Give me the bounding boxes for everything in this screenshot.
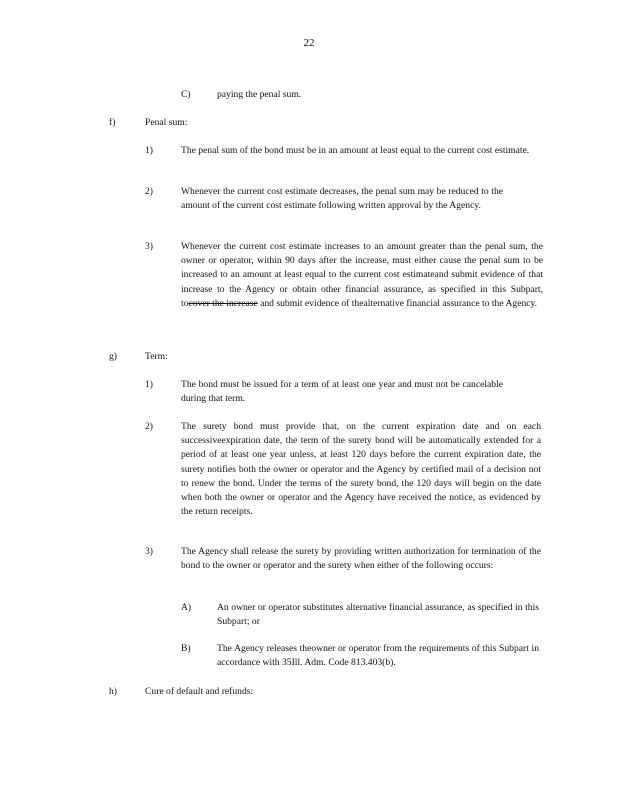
item-f2-label: 2) xyxy=(145,186,153,197)
item-c-text: paying the penal sum. xyxy=(217,89,302,100)
item-g2-label: 2) xyxy=(145,421,153,432)
section-h-heading: Cure of default and refunds: xyxy=(145,686,254,697)
item-f1-text: The penal sum of the bond must be in an amount at least equal to the current cost estimate. xyxy=(181,145,530,156)
item-g3-label: 3) xyxy=(145,546,153,557)
item-f3-text-a: Whenever the current cost estimate increases to an amount greater than the penal sum, the owner or operator, within 90 days after the increase, must either cause the penal sum to be increased to an amount at least equal to the current cost estimateand submit evidence of that increase to the Agency or obtain other financial assurance, as specified in this Subpart, to xyxy=(181,241,543,309)
item-g1-label: 1) xyxy=(145,379,153,390)
item-f3-text-b: and submit evidence of thealternative financial assurance to the Agency. xyxy=(260,297,538,309)
item-f3-struck-text: cover the increase xyxy=(188,297,258,309)
item-c-label: C) xyxy=(181,89,191,100)
item-f3-label: 3) xyxy=(145,241,153,252)
item-gA-label: A) xyxy=(181,602,192,613)
section-f-label: f) xyxy=(109,117,116,128)
item-gA-text: An owner or operator substitutes alternative financial assurance, as specified in this Subpart; or xyxy=(217,602,539,628)
item-f2-text: Whenever the current cost estimate decreases, the penal sum may be reduced to the amount of the current cost estimate following written approval by the Agency. xyxy=(181,186,503,212)
item-f1-label: 1) xyxy=(145,145,153,156)
page-number: 22 xyxy=(303,37,315,49)
item-g1-text: The bond must be issued for a term of at least one year and must not be cancelable during that term. xyxy=(181,379,503,405)
item-g2-text: The surety bond must provide that, on the current expiration date and on each successiveexpiration date, the term of the surety bond will be automatically extended for a period of at least one year unless, at least 120 days before the current expiration date, the surety notifies both the owner or operator and the Agency by certified mail of a decision not to renew the bond. Under the terms of the surety bond, the 120 days will begin on the date when both the owner or operator and the Agency have received the notice, as evidenced by the return receipts. xyxy=(181,421,541,518)
item-gB-label: B) xyxy=(181,643,191,654)
section-f-heading: Penal sum: xyxy=(145,117,188,128)
item-g3-text: The Agency shall release the surety by providing written authorization for termination of the bond to the owner or operator and the surety when either of the following occurs: xyxy=(181,546,541,572)
item-gB-text: The Agency releases theowner or operator from the requirements of this Subpart in accordance with 35Ill. Adm. Code 813.403(b). xyxy=(217,643,539,669)
section-g-label: g) xyxy=(109,351,117,362)
section-g-heading: Term: xyxy=(145,351,168,362)
item-f3-text xyxy=(181,240,543,311)
section-h-label: h) xyxy=(109,686,117,697)
